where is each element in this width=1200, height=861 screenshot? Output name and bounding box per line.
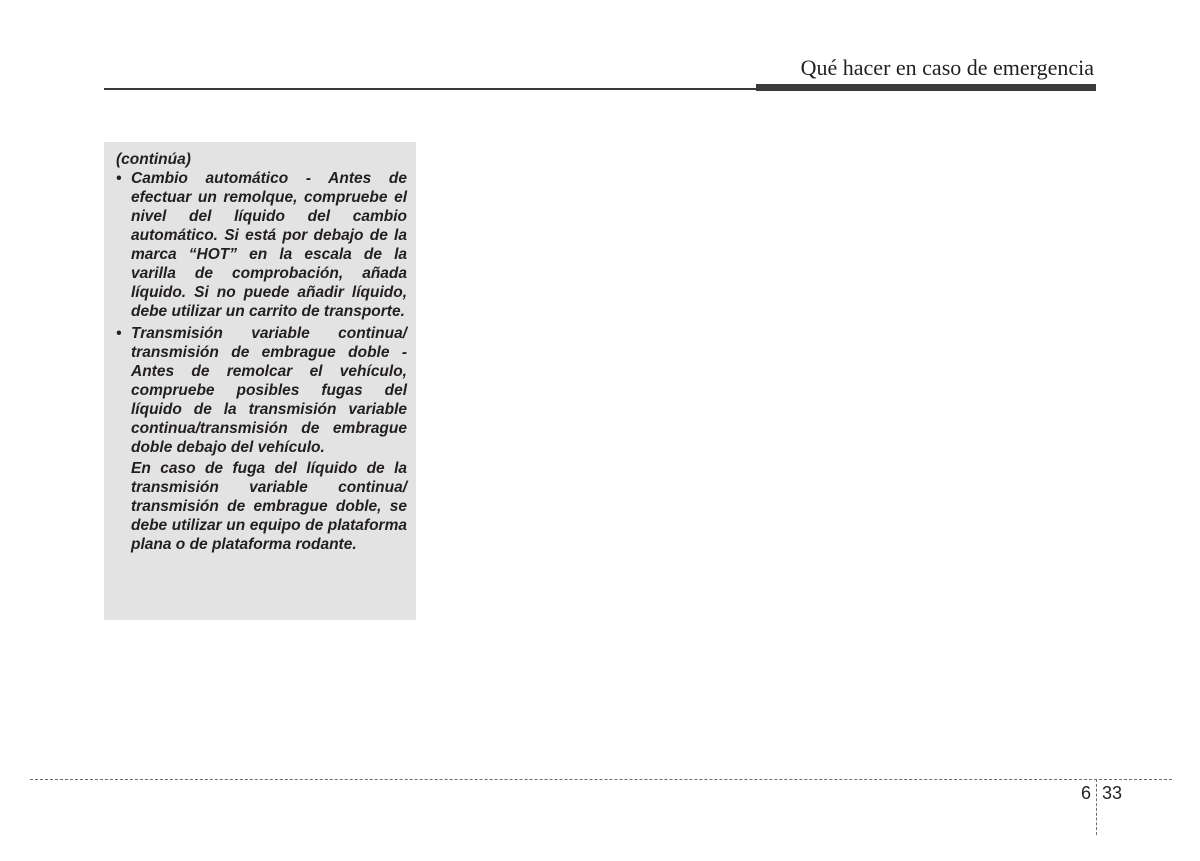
caution-box bbox=[104, 142, 416, 620]
bullet-paragraph: Cambio automático - Antes de efectuar un remolque, compruebe el nivel del líquido del cambio automático. Si está por debajo de la marca “HOT” en la escala de la varilla de comprobación, añada líquido. Si no puede añadir líquido, debe utilizar un carrito de transporte. bbox=[131, 170, 407, 320]
bullet-paragraph: Transmisión variable continua/ transmisión de embrague doble - Antes de remolcar el vehículo, compruebe posibles fugas del líquido de la transmisión variable continua/transmisión de embrague doble debajo del vehículo. bbox=[131, 325, 407, 456]
header-rule bbox=[104, 88, 756, 90]
header-rule-accent bbox=[756, 84, 1096, 91]
page-number: 33 bbox=[1102, 783, 1123, 803]
caution-text bbox=[116, 150, 407, 554]
footer-divider bbox=[1096, 779, 1097, 835]
continued-label: (continúa) bbox=[116, 151, 191, 168]
footer-rule bbox=[30, 779, 1172, 780]
chapter-number: 6 bbox=[1080, 783, 1091, 803]
bullet-paragraph: En caso de fuga del líquido de la transmisión variable continua/ transmisión de embrague doble, se debe utilizar un equipo de plataforma plana o de plataforma rodante. bbox=[131, 460, 407, 553]
bullet-item-automatic-transmission bbox=[116, 169, 407, 321]
section-title: Qué hacer en caso de emergencia bbox=[800, 55, 1094, 80]
bullet-icon: • bbox=[116, 325, 122, 342]
bullet-list bbox=[116, 169, 407, 554]
bullet-item-cvt-dct bbox=[116, 324, 407, 554]
bullet-icon: • bbox=[116, 170, 122, 187]
